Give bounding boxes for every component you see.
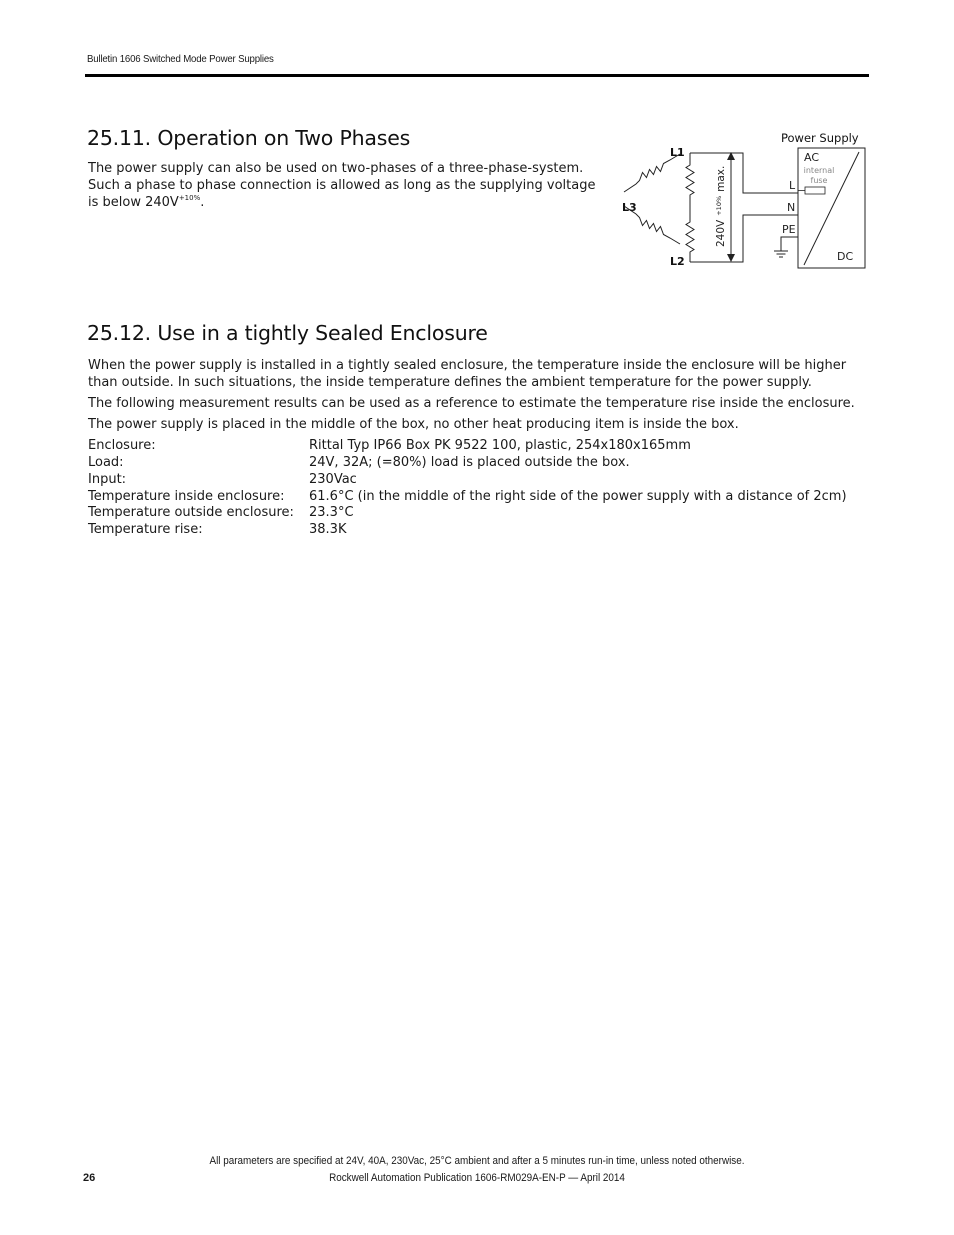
spec-value: 23.3°C [309,505,354,520]
voltage-arrow [727,152,735,262]
voltage-value: 240V [715,219,727,247]
section-heading-sealed-enclosure: 25.12. Use in a tightly Sealed Enclosure [87,321,488,345]
terminal-l-label: L [789,179,796,192]
fuse-icon [805,187,825,194]
spec-key: Temperature inside enclosure: [88,489,285,504]
page-number: 26 [83,1172,96,1184]
spec-value: 38.3K [309,522,347,537]
wire-l1-to-l [690,153,798,193]
enclosure-paragraph [88,357,868,391]
paragraph-line: than outside. In such situations, the inside temperature defines the ambient temperature for the power supply. [88,375,812,390]
terminal-n-label: N [787,201,796,214]
paragraph-line: The power supply can also be used on two-phases of a three-phase-system. [88,161,584,176]
paragraph-line: Such a phase to phase connection is allowed as long as the supplying voltage [88,178,596,193]
spec-key: Temperature outside enclosure: [88,505,294,520]
voltage-label [715,166,727,247]
spec-key: Enclosure: [88,438,156,453]
phase-l1-label: L1 [670,146,685,159]
resistor-l1-l3 [624,154,680,192]
spec-key: Temperature rise: [88,522,203,537]
paragraph-line: When the power supply is installed in a tightly sealed enclosure, the temperature inside the enclosure will be higher [88,358,847,373]
fuse-label: internal [803,166,835,175]
two-phases-paragraph [88,160,608,211]
sentence-end: . [200,195,205,210]
running-header: Bulletin 1606 Switched Mode Power Supplies [87,53,274,65]
header-rule [85,74,869,77]
phase-l2-label: L2 [670,255,685,268]
voltage-max: max. [715,165,727,192]
power-supply-label: Power Supply [781,131,859,145]
terminal-pe-label: PE [782,223,796,236]
spec-value: 61.6°C (in the middle of the right side of the power supply with a distance of 2cm) [309,489,847,504]
voltage-tolerance: +10% [178,194,201,202]
spec-key: Load: [88,455,124,470]
fuse-label: fuse [810,176,828,185]
spec-key: Input: [88,472,127,487]
ground-icon [774,251,788,257]
placement-paragraph: The power supply is placed in the middle of the box, no other heat producing item is inside the box. [88,417,739,432]
spec-value: Rittal Typ IP66 Box PK 9522 100, plastic, 254x180x165mm [309,438,691,453]
voltage-text: is below 240V [88,195,179,210]
spec-value: 230Vac [309,472,357,487]
voltage-tolerance: +10% [715,195,723,216]
phase-l3-label: L3 [622,201,637,214]
resistor-l1-l2 [686,153,694,262]
spec-value: 24V, 32A; (=80%) load is placed outside the box. [309,455,630,470]
section-heading-two-phases: 25.11. Operation on Two Phases [87,126,411,150]
ac-label: AC [804,151,820,164]
paragraph-line [88,194,608,211]
two-phase-wiring-diagram [600,125,870,275]
footer-note: All parameters are specified at 24V, 40A, 230Vac, 25°C ambient and after a 5 minutes run-in time, unless noted otherwise. [209,1155,745,1167]
reference-paragraph: The following measurement results can be used as a reference to estimate the temperature rise inside the enclosure. [88,396,855,411]
wire-pe [781,237,798,251]
publication-id: Rockwell Automation Publication 1606-RM029A-EN-P — April 2014 [329,1172,625,1184]
dc-label: DC [837,250,854,263]
